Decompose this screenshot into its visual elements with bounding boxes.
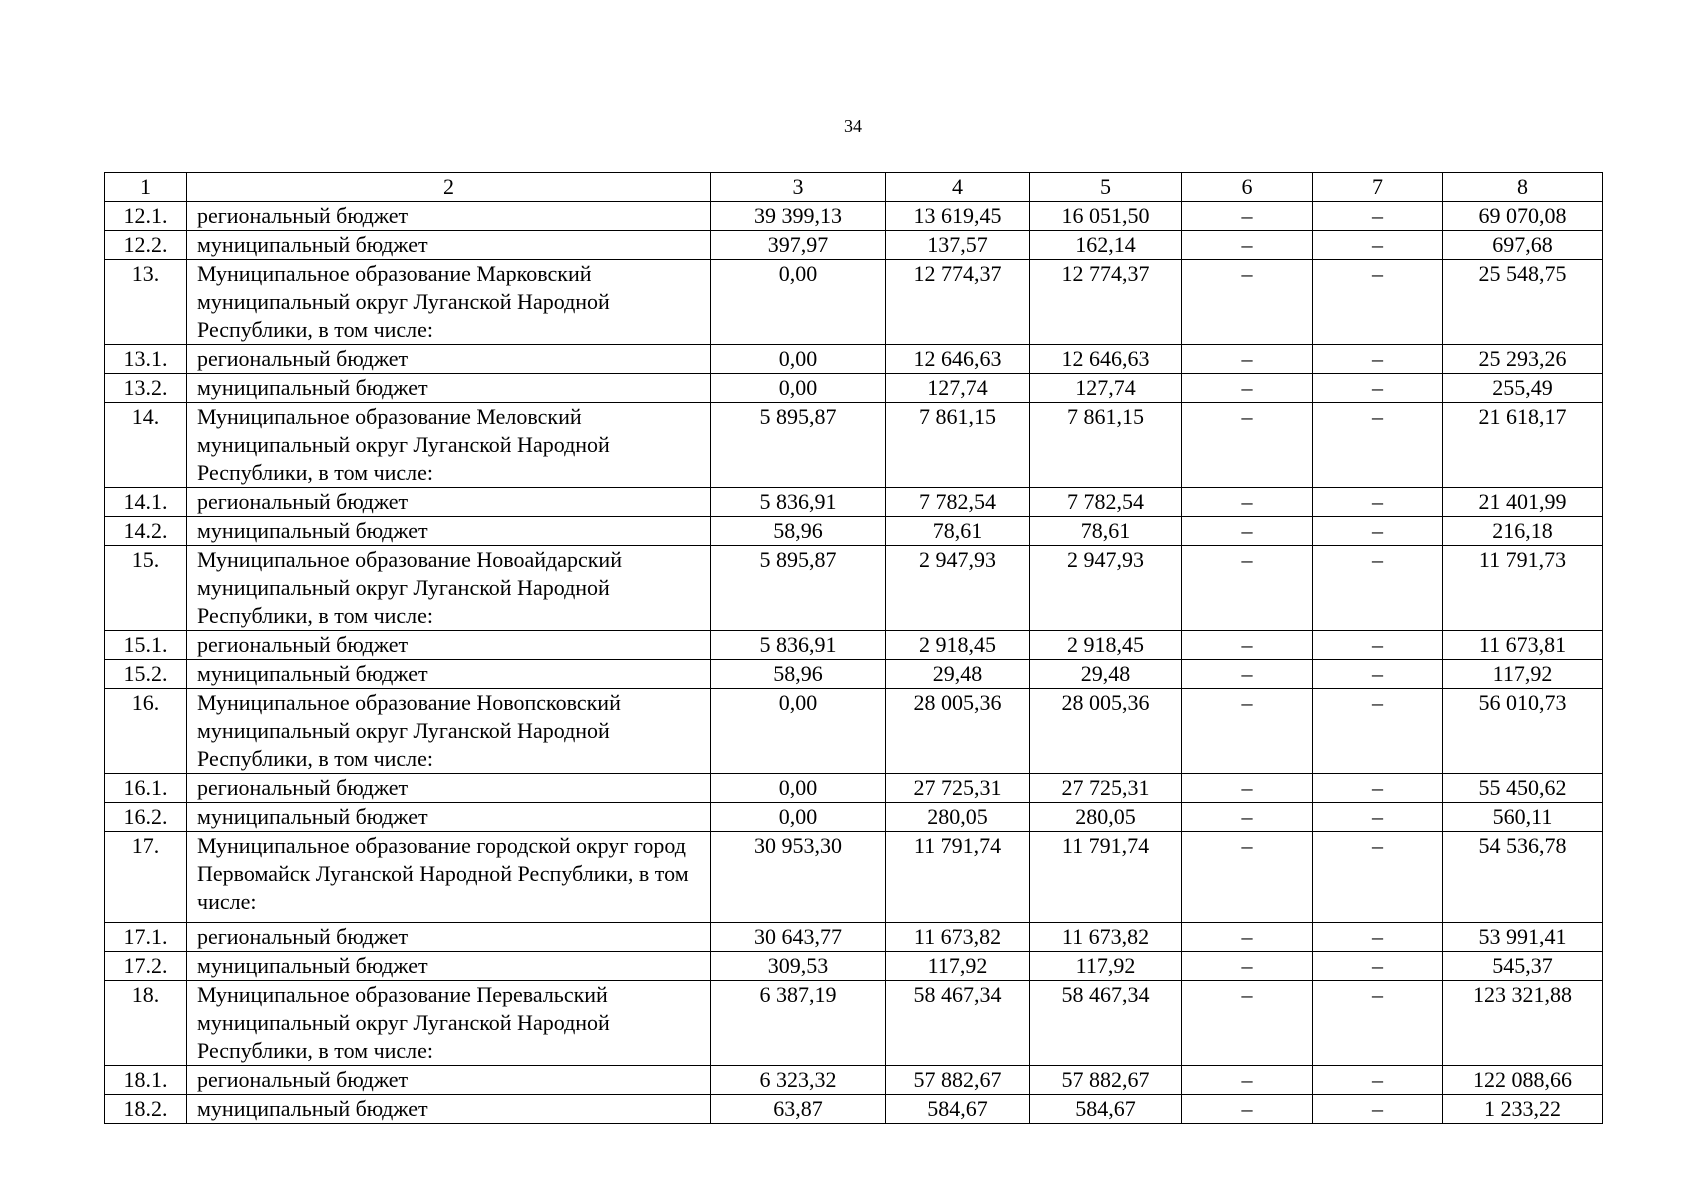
- row-number: 14.2.: [105, 517, 187, 546]
- col-6-value: –: [1182, 345, 1313, 374]
- table-row: [105, 803, 1603, 832]
- col-6-value: –: [1182, 803, 1313, 832]
- col-7-value: –: [1313, 403, 1443, 488]
- col-6-value: –: [1182, 1095, 1313, 1124]
- col-5-value: 7 861,15: [1030, 403, 1182, 488]
- col-7-value: –: [1313, 488, 1443, 517]
- col-4-value: 12 646,63: [886, 345, 1030, 374]
- col-6-value: –: [1182, 517, 1313, 546]
- col-6-value: –: [1182, 231, 1313, 260]
- col-5-value: 29,48: [1030, 660, 1182, 689]
- col-8-value: 545,37: [1443, 952, 1603, 981]
- col-7-value: –: [1313, 803, 1443, 832]
- col-6-value: –: [1182, 689, 1313, 774]
- row-number: 16.2.: [105, 803, 187, 832]
- col-3-value: 0,00: [711, 803, 886, 832]
- table-row: [105, 374, 1603, 403]
- header-cell-4: 4: [886, 173, 1030, 202]
- col-6-value: –: [1182, 546, 1313, 631]
- col-3-value: 0,00: [711, 374, 886, 403]
- col-4-value: 7 782,54: [886, 488, 1030, 517]
- row-number: 13.: [105, 260, 187, 345]
- col-8-value: 25 548,75: [1443, 260, 1603, 345]
- row-name: региональный бюджет: [187, 345, 711, 374]
- col-6-value: –: [1182, 260, 1313, 345]
- col-5-value: 280,05: [1030, 803, 1182, 832]
- col-8-value: 53 991,41: [1443, 923, 1603, 952]
- col-7-value: –: [1313, 517, 1443, 546]
- col-7-value: –: [1313, 374, 1443, 403]
- col-3-value: 5 895,87: [711, 403, 886, 488]
- col-7-value: –: [1313, 1095, 1443, 1124]
- col-7-value: –: [1313, 832, 1443, 923]
- col-5-value: 16 051,50: [1030, 202, 1182, 231]
- col-4-value: 12 774,37: [886, 260, 1030, 345]
- table-row: [105, 923, 1603, 952]
- row-name: региональный бюджет: [187, 202, 711, 231]
- col-3-value: 30 643,77: [711, 923, 886, 952]
- table-row: [105, 952, 1603, 981]
- row-number: 14.1.: [105, 488, 187, 517]
- col-7-value: –: [1313, 660, 1443, 689]
- col-7-value: –: [1313, 231, 1443, 260]
- col-8-value: 697,68: [1443, 231, 1603, 260]
- col-7-value: –: [1313, 345, 1443, 374]
- row-name: муниципальный бюджет: [187, 952, 711, 981]
- table-row: [105, 202, 1603, 231]
- col-4-value: 78,61: [886, 517, 1030, 546]
- col-8-value: 21 618,17: [1443, 403, 1603, 488]
- row-number: 14.: [105, 403, 187, 488]
- table-row: [105, 774, 1603, 803]
- col-5-value: 12 774,37: [1030, 260, 1182, 345]
- col-6-value: –: [1182, 923, 1313, 952]
- col-3-value: 5 895,87: [711, 546, 886, 631]
- row-name: муниципальный бюджет: [187, 374, 711, 403]
- col-5-value: 162,14: [1030, 231, 1182, 260]
- col-8-value: 560,11: [1443, 803, 1603, 832]
- row-number: 17.2.: [105, 952, 187, 981]
- row-number: 13.1.: [105, 345, 187, 374]
- col-8-value: 25 293,26: [1443, 345, 1603, 374]
- col-7-value: –: [1313, 952, 1443, 981]
- col-8-value: 1 233,22: [1443, 1095, 1603, 1124]
- col-5-value: 11 791,74: [1030, 832, 1182, 923]
- header-cell-2: 2: [187, 173, 711, 202]
- col-4-value: 13 619,45: [886, 202, 1030, 231]
- col-3-value: 30 953,30: [711, 832, 886, 923]
- col-4-value: 2 947,93: [886, 546, 1030, 631]
- row-name: Муниципальное образование городской округ город Первомайск Луганской Народной Республики, в том числе:: [187, 832, 711, 923]
- col-4-value: 27 725,31: [886, 774, 1030, 803]
- table-row: [105, 660, 1603, 689]
- row-name: Муниципальное образование Новоайдарский муниципальный округ Луганской Народной Республики, в том числе:: [187, 546, 711, 631]
- col-4-value: 28 005,36: [886, 689, 1030, 774]
- col-8-value: 216,18: [1443, 517, 1603, 546]
- table-header-row: [105, 173, 1603, 202]
- table-row: [105, 1095, 1603, 1124]
- row-name: региональный бюджет: [187, 488, 711, 517]
- row-number: 16.1.: [105, 774, 187, 803]
- col-5-value: 7 782,54: [1030, 488, 1182, 517]
- table-row: [105, 488, 1603, 517]
- col-5-value: 57 882,67: [1030, 1066, 1182, 1095]
- table-row: [105, 546, 1603, 631]
- col-4-value: 11 791,74: [886, 832, 1030, 923]
- row-name: региональный бюджет: [187, 774, 711, 803]
- col-7-value: –: [1313, 923, 1443, 952]
- row-name: муниципальный бюджет: [187, 803, 711, 832]
- col-6-value: –: [1182, 832, 1313, 923]
- col-5-value: 12 646,63: [1030, 345, 1182, 374]
- row-number: 17.1.: [105, 923, 187, 952]
- row-name: Муниципальное образование Марковский муниципальный округ Луганской Народной Республики, в том числе:: [187, 260, 711, 345]
- col-5-value: 27 725,31: [1030, 774, 1182, 803]
- row-name: муниципальный бюджет: [187, 517, 711, 546]
- col-8-value: 11 673,81: [1443, 631, 1603, 660]
- table-row: [105, 403, 1603, 488]
- col-4-value: 584,67: [886, 1095, 1030, 1124]
- header-cell-6: 6: [1182, 173, 1313, 202]
- col-6-value: –: [1182, 403, 1313, 488]
- col-3-value: 0,00: [711, 260, 886, 345]
- col-3-value: 63,87: [711, 1095, 886, 1124]
- col-6-value: –: [1182, 374, 1313, 403]
- col-6-value: –: [1182, 952, 1313, 981]
- col-8-value: 122 088,66: [1443, 1066, 1603, 1095]
- col-7-value: –: [1313, 1066, 1443, 1095]
- col-5-value: 2 947,93: [1030, 546, 1182, 631]
- col-5-value: 11 673,82: [1030, 923, 1182, 952]
- col-8-value: 255,49: [1443, 374, 1603, 403]
- page-number: 34: [844, 116, 862, 136]
- col-6-value: –: [1182, 660, 1313, 689]
- col-3-value: 0,00: [711, 774, 886, 803]
- row-number: 12.2.: [105, 231, 187, 260]
- row-number: 13.2.: [105, 374, 187, 403]
- col-5-value: 2 918,45: [1030, 631, 1182, 660]
- col-8-value: 21 401,99: [1443, 488, 1603, 517]
- table-row: [105, 631, 1603, 660]
- budget-table: [104, 172, 1603, 1124]
- col-3-value: 5 836,91: [711, 631, 886, 660]
- col-4-value: 7 861,15: [886, 403, 1030, 488]
- col-7-value: –: [1313, 546, 1443, 631]
- row-name: региональный бюджет: [187, 1066, 711, 1095]
- col-4-value: 137,57: [886, 231, 1030, 260]
- col-7-value: –: [1313, 689, 1443, 774]
- col-4-value: 280,05: [886, 803, 1030, 832]
- col-4-value: 11 673,82: [886, 923, 1030, 952]
- row-name: муниципальный бюджет: [187, 660, 711, 689]
- header-cell-7: 7: [1313, 173, 1443, 202]
- col-3-value: 5 836,91: [711, 488, 886, 517]
- col-5-value: 127,74: [1030, 374, 1182, 403]
- col-4-value: 127,74: [886, 374, 1030, 403]
- table-row: [105, 345, 1603, 374]
- table-body: [105, 173, 1603, 1124]
- col-7-value: –: [1313, 774, 1443, 803]
- row-name: Муниципальное образование Перевальский муниципальный округ Луганской Народной Республики, в том числе:: [187, 981, 711, 1066]
- row-name: региональный бюджет: [187, 923, 711, 952]
- col-8-value: 123 321,88: [1443, 981, 1603, 1066]
- col-4-value: 57 882,67: [886, 1066, 1030, 1095]
- row-name: региональный бюджет: [187, 631, 711, 660]
- table-row: [105, 832, 1603, 923]
- row-number: 18.2.: [105, 1095, 187, 1124]
- col-3-value: 39 399,13: [711, 202, 886, 231]
- col-6-value: –: [1182, 631, 1313, 660]
- header-cell-5: 5: [1030, 173, 1182, 202]
- row-name: Муниципальное образование Меловский муниципальный округ Луганской Народной Республики, в том числе:: [187, 403, 711, 488]
- col-5-value: 584,67: [1030, 1095, 1182, 1124]
- col-8-value: 54 536,78: [1443, 832, 1603, 923]
- col-3-value: 6 323,32: [711, 1066, 886, 1095]
- col-4-value: 29,48: [886, 660, 1030, 689]
- col-6-value: –: [1182, 774, 1313, 803]
- col-6-value: –: [1182, 981, 1313, 1066]
- col-3-value: 6 387,19: [711, 981, 886, 1066]
- row-name: Муниципальное образование Новопсковский муниципальный округ Луганской Народной Республики, в том числе:: [187, 689, 711, 774]
- row-number: 18.1.: [105, 1066, 187, 1095]
- col-5-value: 58 467,34: [1030, 981, 1182, 1066]
- col-7-value: –: [1313, 260, 1443, 345]
- row-number: 15.2.: [105, 660, 187, 689]
- table-row: [105, 517, 1603, 546]
- col-8-value: 11 791,73: [1443, 546, 1603, 631]
- row-number: 18.: [105, 981, 187, 1066]
- header-cell-1: 1: [105, 173, 187, 202]
- col-4-value: 58 467,34: [886, 981, 1030, 1066]
- col-8-value: 56 010,73: [1443, 689, 1603, 774]
- col-8-value: 55 450,62: [1443, 774, 1603, 803]
- col-6-value: –: [1182, 202, 1313, 231]
- table-row: [105, 231, 1603, 260]
- table-row: [105, 260, 1603, 345]
- col-6-value: –: [1182, 488, 1313, 517]
- row-number: 12.1.: [105, 202, 187, 231]
- row-number: 15.: [105, 546, 187, 631]
- header-cell-8: 8: [1443, 173, 1603, 202]
- col-3-value: 0,00: [711, 345, 886, 374]
- col-7-value: –: [1313, 981, 1443, 1066]
- col-4-value: 117,92: [886, 952, 1030, 981]
- row-name: муниципальный бюджет: [187, 1095, 711, 1124]
- row-number: 16.: [105, 689, 187, 774]
- row-number: 15.1.: [105, 631, 187, 660]
- table-row: [105, 981, 1603, 1066]
- col-3-value: 0,00: [711, 689, 886, 774]
- col-8-value: 117,92: [1443, 660, 1603, 689]
- col-3-value: 58,96: [711, 660, 886, 689]
- col-8-value: 69 070,08: [1443, 202, 1603, 231]
- table-row: [105, 1066, 1603, 1095]
- row-number: 17.: [105, 832, 187, 923]
- row-name: муниципальный бюджет: [187, 231, 711, 260]
- table-row: [105, 689, 1603, 774]
- col-4-value: 2 918,45: [886, 631, 1030, 660]
- col-3-value: 309,53: [711, 952, 886, 981]
- col-6-value: –: [1182, 1066, 1313, 1095]
- header-cell-3: 3: [711, 173, 886, 202]
- col-5-value: 78,61: [1030, 517, 1182, 546]
- col-5-value: 117,92: [1030, 952, 1182, 981]
- col-5-value: 28 005,36: [1030, 689, 1182, 774]
- col-7-value: –: [1313, 202, 1443, 231]
- col-7-value: –: [1313, 631, 1443, 660]
- col-3-value: 58,96: [711, 517, 886, 546]
- col-3-value: 397,97: [711, 231, 886, 260]
